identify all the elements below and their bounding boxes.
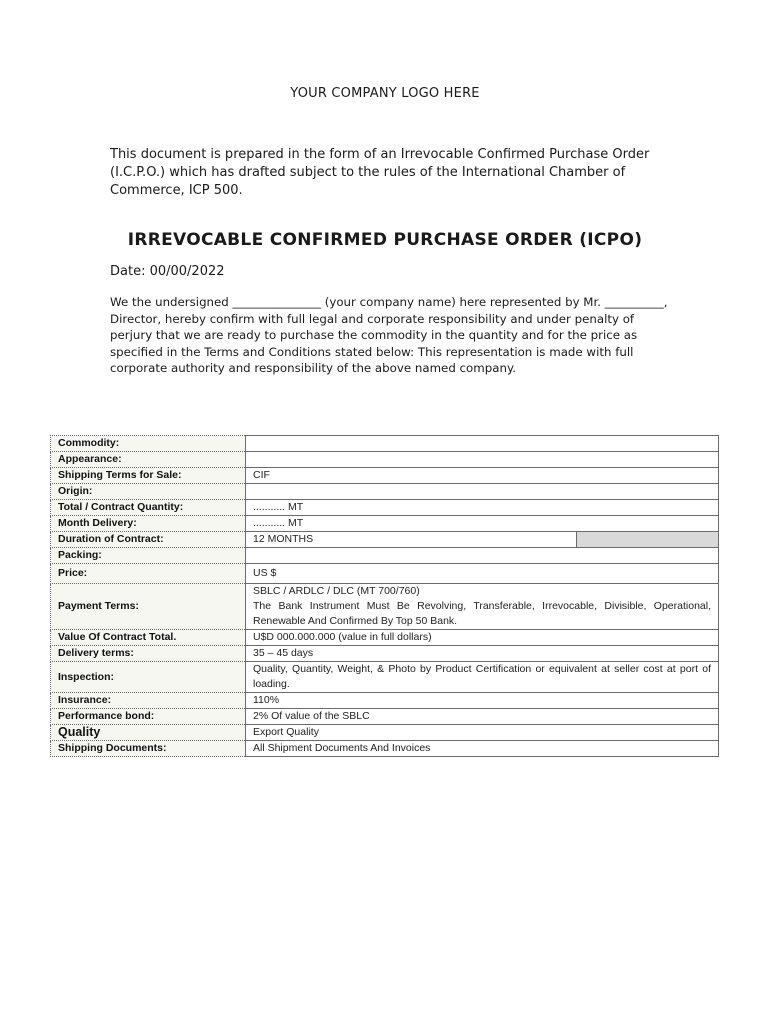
document-title: IRREVOCABLE CONFIRMED PURCHASE ORDER (ICPO) bbox=[127, 230, 643, 250]
row-label: Duration of Contract: bbox=[51, 532, 246, 548]
row-label: Price: bbox=[51, 564, 246, 584]
table-row bbox=[51, 741, 719, 757]
terms-table bbox=[50, 435, 719, 757]
row-label: Origin: bbox=[51, 484, 246, 500]
undertaking-paragraph: We the undersigned _______________ (your company name) here represented by Mr. __________, Director, hereby confirm with full legal and corporate responsibility and under penalty of perjury that we are ready to purchase the commodity in the quantity and for the price as specified in the Terms and Conditions stated below: This representation is made with full corporate authority and responsibility of the above named company. bbox=[110, 295, 668, 375]
row-value: 110% bbox=[246, 693, 719, 709]
table-row bbox=[51, 436, 719, 452]
table-row bbox=[51, 725, 719, 741]
table-row bbox=[51, 646, 719, 662]
row-value: CIF bbox=[246, 468, 719, 484]
row-value bbox=[246, 584, 719, 630]
table-row bbox=[51, 484, 719, 500]
row-value bbox=[246, 484, 719, 500]
row-label: Appearance: bbox=[51, 452, 246, 468]
row-label: Month Delivery: bbox=[51, 516, 246, 532]
table-row bbox=[51, 516, 719, 532]
row-label: Commodity: bbox=[51, 436, 246, 452]
row-value: Quality, Quantity, Weight, & Photo by Product Certification or equivalent at seller cost at port of loading. bbox=[246, 662, 719, 693]
row-value: ........... MT bbox=[246, 516, 719, 532]
row-label: Quality bbox=[51, 725, 246, 741]
table-row bbox=[51, 709, 719, 725]
row-value: 35 – 45 days bbox=[246, 646, 719, 662]
table-row bbox=[51, 630, 719, 646]
payment-terms-line1: SBLC / ARDLC / DLC (MT 700/760) bbox=[253, 585, 420, 597]
row-label: Shipping Documents: bbox=[51, 741, 246, 757]
document-date: Date: 00/00/2022 bbox=[110, 264, 225, 279]
row-value bbox=[246, 548, 719, 564]
table-row bbox=[51, 452, 719, 468]
row-label: Value Of Contract Total. bbox=[51, 630, 246, 646]
table-row bbox=[51, 468, 719, 484]
table-row bbox=[51, 693, 719, 709]
row-value-split bbox=[246, 532, 719, 548]
row-value: ........... MT bbox=[246, 500, 719, 516]
shaded-cell bbox=[577, 532, 718, 547]
row-value: US $ bbox=[246, 564, 719, 584]
table-row bbox=[51, 500, 719, 516]
payment-terms-line2: The Bank Instrument Must Be Revolving, Transferable, Irrevocable, Divisible, Operational, Renewable And Confirmed By Top 50 Bank. bbox=[253, 600, 711, 627]
row-label: Performance bond: bbox=[51, 709, 246, 725]
table-row bbox=[51, 564, 719, 584]
row-label: Total / Contract Quantity: bbox=[51, 500, 246, 516]
row-value: Export Quality bbox=[246, 725, 719, 741]
row-value: 12 MONTHS bbox=[246, 532, 577, 547]
table-row bbox=[51, 662, 719, 693]
row-label: Delivery terms: bbox=[51, 646, 246, 662]
row-value bbox=[246, 452, 719, 468]
table-row bbox=[51, 548, 719, 564]
intro-text: This document is prepared in the form of an Irrevocable Confirmed Purchase Order (I.C.P.O.) which has drafted subject to the rules of the International Chamber of Commerce, ICP 500. bbox=[110, 147, 650, 198]
row-value: U$D 000.000.000 (value in full dollars) bbox=[246, 630, 719, 646]
company-logo-placeholder: YOUR COMPANY LOGO HERE bbox=[290, 86, 480, 101]
row-label: Insurance: bbox=[51, 693, 246, 709]
row-label: Packing: bbox=[51, 548, 246, 564]
row-value: 2% Of value of the SBLC bbox=[246, 709, 719, 725]
table-row bbox=[51, 532, 719, 548]
row-label: Payment Terms: bbox=[51, 584, 246, 630]
row-value: All Shipment Documents And Invoices bbox=[246, 741, 719, 757]
row-label: Shipping Terms for Sale: bbox=[51, 468, 246, 484]
table-row bbox=[51, 584, 719, 630]
row-value bbox=[246, 436, 719, 452]
row-label: Inspection: bbox=[51, 662, 246, 693]
